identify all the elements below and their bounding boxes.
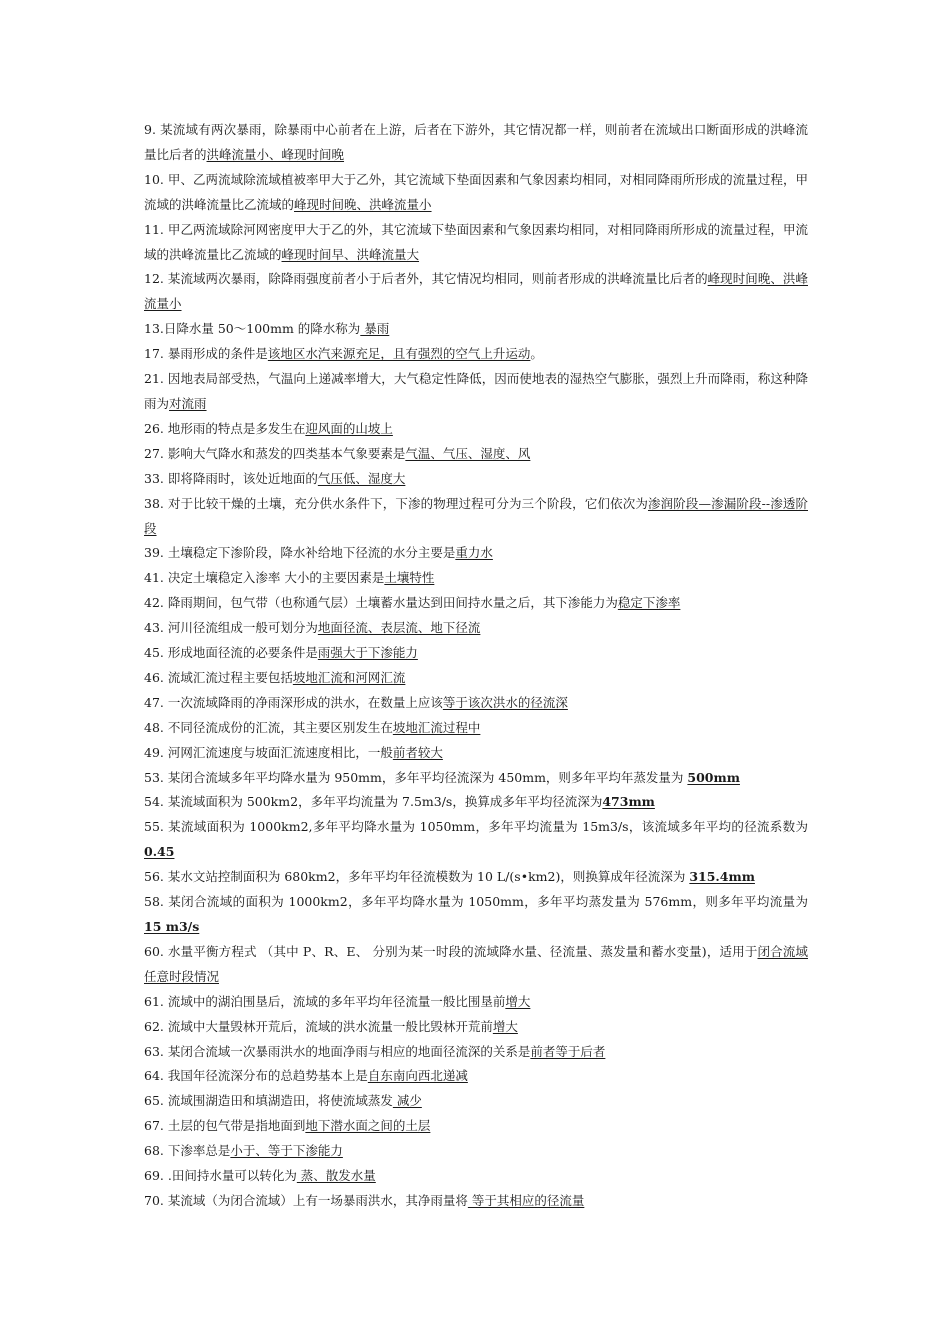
question-item	[144, 1040, 808, 1065]
question-text: 61. 流域中的湖泊围垦后，流域的多年平均年径流量一般比围垦前	[144, 993, 506, 1009]
question-item	[144, 317, 808, 342]
question-text: 10. 甲、乙两流域除流域植被率甲大于乙外，其它流域下垫面因素和气象因素均相同，对相同降雨所形成的流量过程，甲流域的洪峰流量比乙流域的	[144, 171, 808, 212]
question-text: 69. .田间持水量可以转化为	[144, 1168, 297, 1184]
question-text: 9. 某流域有两次暴雨，除暴雨中心前者在上游，后者在下游外，其它情况都一样，则前者在流域出口断面形成的洪峰流量比后者的	[144, 122, 808, 162]
question-item	[144, 541, 808, 566]
answer-text: 峰现时间早、洪峰流量大	[281, 246, 420, 262]
question-text: 45. 形成地面径流的必要条件是	[144, 645, 318, 661]
question-text: 41. 决定土壤稳定入渗率 大小的主要因素是	[144, 570, 385, 586]
answer-text: 473mm	[602, 794, 655, 810]
question-text: 64. 我国年径流深分布的总趋势基本上是	[144, 1068, 368, 1084]
question-text: 48. 不同径流成份的汇流，其主要区别发生在	[144, 719, 393, 735]
answer-text: 减少	[392, 1093, 422, 1109]
question-item	[144, 815, 808, 865]
question-item	[144, 442, 808, 467]
question-text: 53. 某闭合流域多年平均降水量为 950mm，多年平均径流深为 450mm，则多年平均年蒸发量为	[144, 769, 688, 785]
question-item	[144, 691, 808, 716]
answer-text: 0.45	[144, 844, 175, 860]
question-item	[144, 591, 808, 616]
question-item	[144, 666, 808, 691]
answer-text: 地面径流、表层流、地下径流	[317, 620, 481, 636]
question-text: 11. 甲乙两流域除河网密度甲大于乙的外，其它流域下垫面因素和气象因素均相同，对相同降雨所形成的流量过程，甲流域的洪峰流量比乙流域的	[144, 221, 808, 262]
question-item	[144, 890, 808, 940]
question-item	[144, 1139, 808, 1164]
answer-text: 15 m3/s	[144, 919, 200, 934]
answer-text: 地下潜水面之间的土层	[305, 1118, 431, 1134]
question-text: 62. 流域中大量毁林开荒后，流域的洪水流量一般比毁林开荒前	[144, 1018, 493, 1034]
question-text: 56. 某水文站控制面积为 680km2，多年平均年径流模数为 10 L/(s•km2)，则换算成年径流深为	[144, 869, 690, 885]
question-text: 27. 影响大气降水和蒸发的四类基本气象要素是	[144, 445, 406, 461]
answer-text: 迎风面的山坡上	[305, 420, 393, 436]
answer-text: 渗润阶段—渗漏阶段--渗透阶段	[144, 495, 808, 536]
question-item	[144, 218, 808, 268]
answer-text: 增大	[505, 993, 531, 1009]
question-suffix: 。	[530, 346, 543, 362]
answer-text: 小于、等于下渗能力	[230, 1143, 343, 1159]
answer-text: 对流雨	[169, 395, 207, 411]
question-text: 58. 某闭合流域的面积为 1000km2，多年平均降水量为 1050mm，多年平均蒸发量为 576mm，则多年平均流量为	[144, 894, 808, 910]
question-text: 68. 下渗率总是	[144, 1143, 231, 1159]
question-text: 43. 河川径流组成一般可划分为	[144, 620, 318, 636]
question-text: 65. 流域围湖造田和填湖造田，将使流域蒸发	[144, 1093, 393, 1109]
question-text: 54. 某流域面积为 500km2，多年平均流量为 7.5m3/s，换算成多年平均径流深为	[144, 794, 603, 810]
question-item	[144, 940, 808, 990]
question-text: 13.日降水量 50～100mm 的降水称为	[144, 321, 361, 337]
question-text: 46. 流域汇流过程主要包括	[144, 669, 293, 685]
answer-text: 闭合流域任意时段情况	[144, 943, 808, 984]
question-item	[144, 790, 808, 815]
question-item	[144, 342, 808, 367]
question-item	[144, 417, 808, 442]
question-text: 63. 某闭合流域一次暴雨洪水的地面净雨与相应的地面径流深的关系是	[144, 1043, 531, 1059]
question-item	[144, 1189, 808, 1214]
question-item	[144, 990, 808, 1015]
answer-text: 315.4mm	[689, 869, 755, 885]
question-item	[144, 1015, 808, 1040]
question-item	[144, 367, 808, 417]
answer-text: 等于该次洪水的径流深	[442, 694, 568, 710]
question-list	[144, 118, 808, 1214]
question-text: 60. 水量平衡方程式 （其中 P、R、E、 分别为某一时段的流域降水量、径流量、蒸发量和蓄水变量)，适用于	[144, 943, 758, 959]
question-text: 21. 因地表局部受热，气温向上递减率增大，大气稳定性降低，因而使地表的湿热空气膨胀，强烈上升而降雨，称这种降雨为	[144, 371, 808, 411]
question-item	[144, 267, 808, 317]
question-text: 33. 即将降雨时，该处近地面的	[144, 470, 318, 486]
question-item	[144, 641, 808, 666]
question-item	[144, 1164, 808, 1189]
question-item	[144, 1114, 808, 1139]
question-item	[144, 716, 808, 741]
question-item	[144, 118, 808, 168]
answer-text: 气压低、湿度大	[317, 470, 406, 486]
answer-text: 重力水	[455, 545, 493, 561]
answer-text: 峰现时间晚、洪峰流量小	[144, 271, 808, 312]
question-text: 67. 土层的包气带是指地面到	[144, 1118, 306, 1134]
answer-text: 土壤特性	[384, 570, 435, 586]
answer-text: 洪峰流量小、峰现时间晚	[206, 146, 345, 162]
question-item	[144, 741, 808, 766]
question-item	[144, 492, 808, 542]
question-text: 17. 暴雨形成的条件是	[144, 346, 268, 362]
question-text: 55. 某流域面积为 1000km2,多年平均降水量为 1050mm，多年平均流量为 15m3/s，该流域多年平均的径流系数为	[144, 819, 808, 835]
question-text: 38. 对于比较干燥的土壤，充分供水条件下，下渗的物理过程可分为三个阶段，它们依次为	[144, 495, 648, 511]
answer-text: 暴雨	[360, 321, 390, 337]
answer-text: 峰现时间晚、洪峰流量小	[294, 196, 432, 212]
answer-text: 坡地汇流和河网汇流	[292, 669, 406, 685]
answer-text: 等于其相应的径流量	[467, 1192, 585, 1208]
question-text: 47. 一次流域降雨的净雨深形成的洪水，在数量上应该	[144, 694, 443, 710]
answer-text: 雨强大于下渗能力	[317, 645, 418, 661]
question-item	[144, 168, 808, 218]
answer-text: 自东南向西北递减	[367, 1068, 468, 1084]
question-text: 42. 降雨期间，包气带（也称通气层）土壤蓄水量达到田间持水量之后，其下渗能力为	[144, 595, 618, 611]
question-text: 49. 河网汇流速度与坡面汇流速度相比，一般	[144, 744, 393, 760]
answer-text: 气温、气压、湿度、风	[405, 445, 531, 461]
question-text: 12. 某流域两次暴雨，除降雨强度前者小于后者外，其它情况均相同，则前者形成的洪峰流量比后者的	[144, 271, 708, 287]
question-text: 26. 地形雨的特点是多发生在	[144, 420, 306, 436]
question-item	[144, 467, 808, 492]
answer-text: 蒸、散发水量	[296, 1168, 376, 1184]
answer-text: 稳定下渗率	[617, 595, 681, 611]
question-item	[144, 616, 808, 641]
question-item	[144, 1089, 808, 1114]
question-text: 39. 土壤稳定下渗阶段，降水补给地下径流的水分主要是	[144, 545, 456, 561]
question-item	[144, 1064, 808, 1089]
answer-text: 坡地汇流过程中	[392, 719, 481, 735]
answer-text: 前者较大	[392, 744, 443, 760]
answer-text: 前者等于后者	[530, 1043, 606, 1059]
answer-text: 增大	[492, 1018, 518, 1034]
question-item	[144, 865, 808, 890]
question-item	[144, 566, 808, 591]
question-text: 70. 某流域（为闭合流域）上有一场暴雨洪水，其净雨量将	[144, 1192, 468, 1208]
question-item	[144, 766, 808, 791]
answer-text: 500mm	[687, 769, 740, 785]
answer-text: 该地区水汽来源充足，且有强烈的空气上升运动	[267, 346, 531, 362]
